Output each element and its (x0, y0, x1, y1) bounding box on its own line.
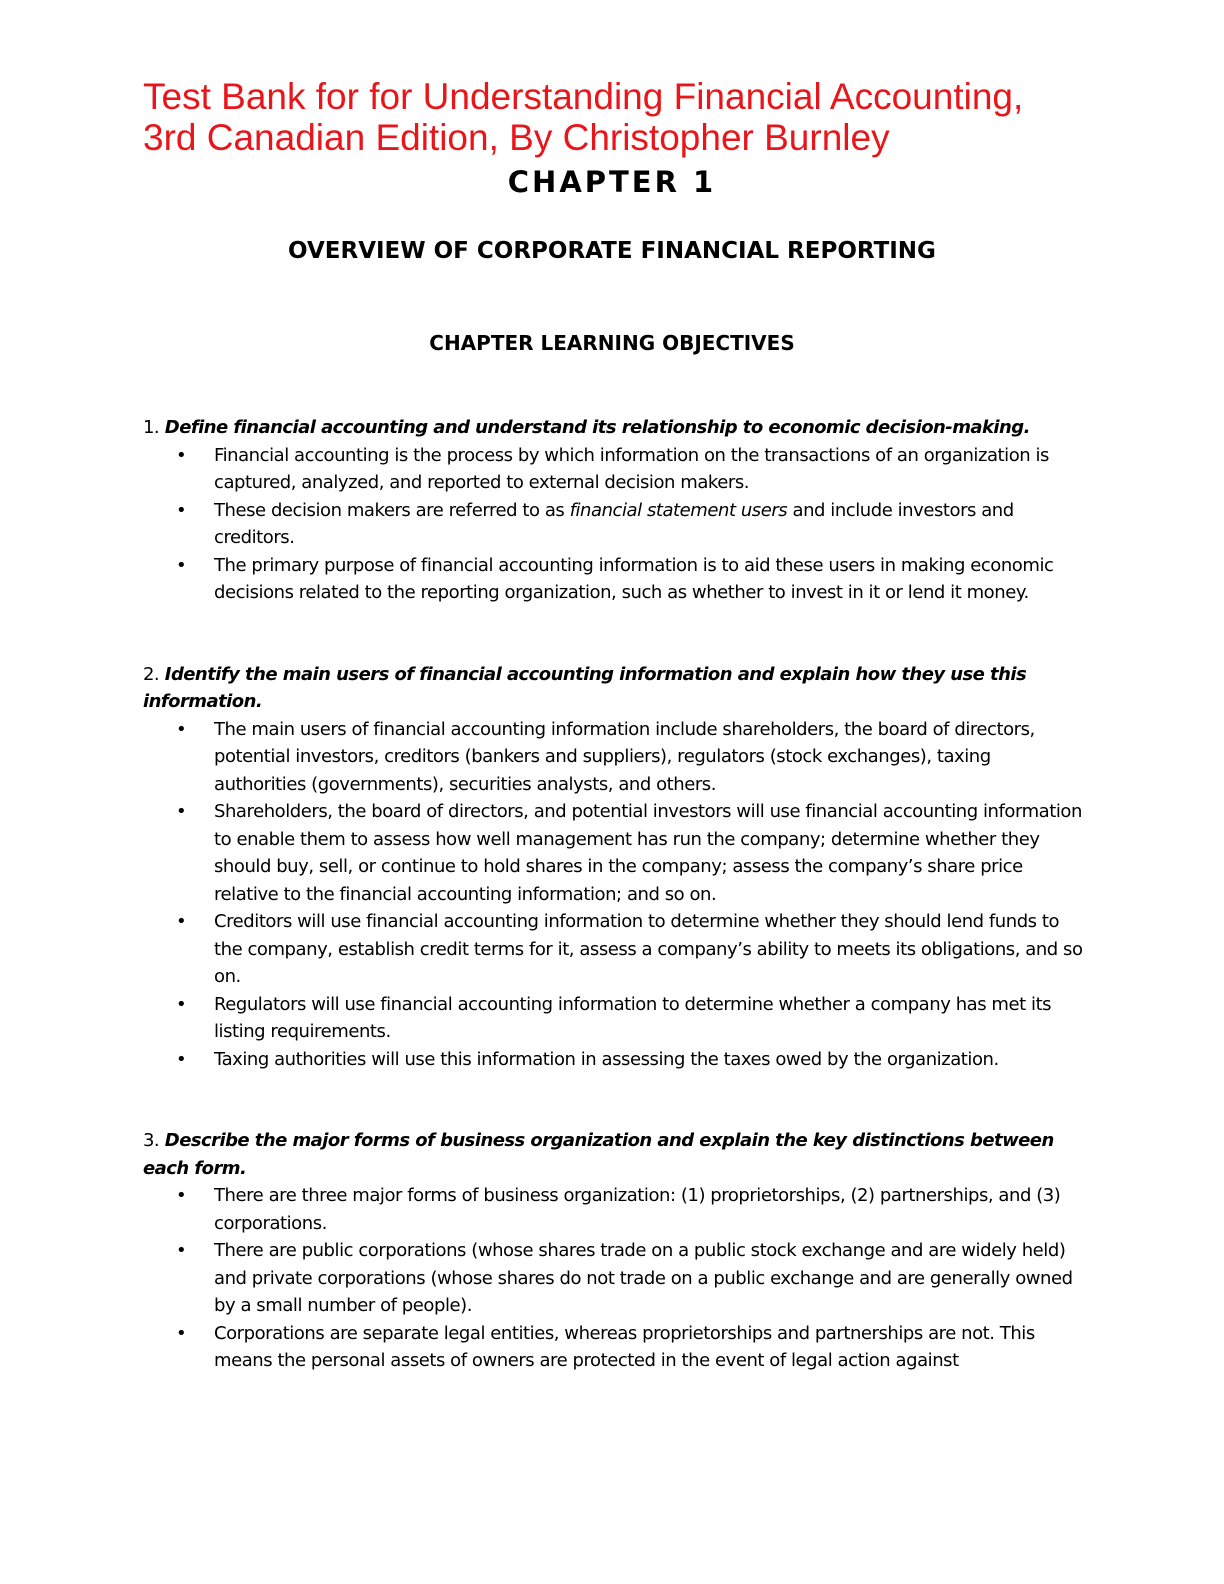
section-title: CHAPTER LEARNING OBJECTIVES (429, 331, 795, 355)
objective-3 (143, 1127, 1083, 1375)
list-item (143, 908, 1083, 991)
list-item-text: Financial accounting is the process by which information on the transactions of an organization is captured, analyzed, and reported to external decision makers. (214, 444, 1049, 493)
title-banner-line-2: 3rd Canadian Edition, By Christopher Burnley (143, 117, 890, 158)
bullet-icon: • (176, 801, 187, 822)
bullet-icon: • (176, 444, 187, 466)
bullet-list (143, 716, 1083, 1074)
list-item (143, 716, 1083, 799)
bullet-icon: • (176, 1240, 187, 1261)
list-item-text: Regulators will use financial accounting information to determine whether a company has met its listing requirements. (214, 993, 1052, 1042)
list-item-text-pre: These decision makers are referred to as (214, 499, 570, 521)
objective-number: 1. (143, 417, 160, 438)
bullet-icon: • (176, 554, 187, 576)
list-item-text-post: and include investors and creditors. (214, 499, 1014, 548)
title-banner (143, 76, 1143, 158)
objective-heading (143, 1127, 1083, 1182)
list-item (143, 552, 1083, 607)
objectives-list (143, 414, 1083, 1375)
objective-2 (143, 661, 1083, 1074)
bullet-icon: • (176, 1185, 187, 1206)
bullet-icon: • (176, 1322, 187, 1344)
list-item-text: The primary purpose of financial accounting information is to aid these users in making economic decisions related to the reporting organization, such as whether to invest in it or lend it money. (214, 554, 1054, 603)
objective-heading-text: Define financial accounting and understand its relationship to economic decision-making. (164, 417, 1030, 438)
list-item (143, 991, 1083, 1046)
list-item (143, 1320, 1083, 1375)
bullet-icon: • (176, 1048, 187, 1070)
objective-heading (143, 661, 1083, 716)
objective-number: 3. (143, 1130, 160, 1151)
objective-1 (143, 414, 1083, 607)
chapter-title: OVERVIEW OF CORPORATE FINANCIAL REPORTING (288, 238, 936, 264)
chapter-label: CHAPTER 1 (507, 165, 717, 199)
bullet-icon: • (176, 911, 187, 932)
list-item-emphasis: financial statement users (569, 499, 788, 521)
list-item-text: There are three major forms of business organization: (1) proprietorships, (2) partnerships, and (3) corporations. (214, 1185, 1061, 1234)
bullet-icon: • (176, 499, 187, 521)
list-item-text: There are public corporations (whose shares trade on a public stock exchange and are widely held) and private corporations (whose shares do not trade on a public exchange and are generally owned by a small number of people). (214, 1240, 1073, 1316)
bullet-icon: • (176, 993, 187, 1015)
objective-number: 2. (143, 663, 160, 685)
title-banner-line-1: Test Bank for for Understanding Financial Accounting, (143, 76, 1024, 117)
list-item-text: Taxing authorities will use this information in assessing the taxes owed by the organization. (214, 1048, 999, 1070)
list-item-text: Shareholders, the board of directors, and potential investors will use financial accounting information to enable them to assess how well management has run the company; determine whether they should buy, sell, or continue to hold shares in the company; assess the company’s share price relative to the financial accounting information; and so on. (214, 801, 1082, 905)
objective-heading-text: Describe the major forms of business organization and explain the key distinctions between each form. (143, 1130, 1054, 1179)
objective-heading (143, 414, 1083, 442)
bullet-list (143, 442, 1083, 607)
list-item-text: Creditors will use financial accounting information to determine whether they should lend funds to the company, establish credit terms for it, assess a company’s ability to meets its obligations, and so on. (214, 911, 1083, 987)
list-item (143, 1046, 1083, 1074)
list-item (143, 1182, 1083, 1237)
bullet-icon: • (176, 718, 187, 740)
objective-heading-text: Identify the main users of financial accounting information and explain how they use this information. (143, 663, 1027, 712)
list-item (143, 798, 1083, 908)
list-item-text: The main users of financial accounting information include shareholders, the board of directors, potential investors, creditors (bankers and suppliers), regulators (stock exchanges), taxing authorities (governments), securities analysts, and others. (214, 718, 1035, 795)
list-item-text: Corporations are separate legal entities, whereas proprietorships and partnerships are not. This means the personal assets of owners are protected in the event of legal action against (214, 1322, 1035, 1371)
list-item (143, 497, 1083, 552)
bullet-list (143, 1182, 1083, 1375)
list-item (143, 1237, 1083, 1320)
list-item (143, 442, 1083, 497)
